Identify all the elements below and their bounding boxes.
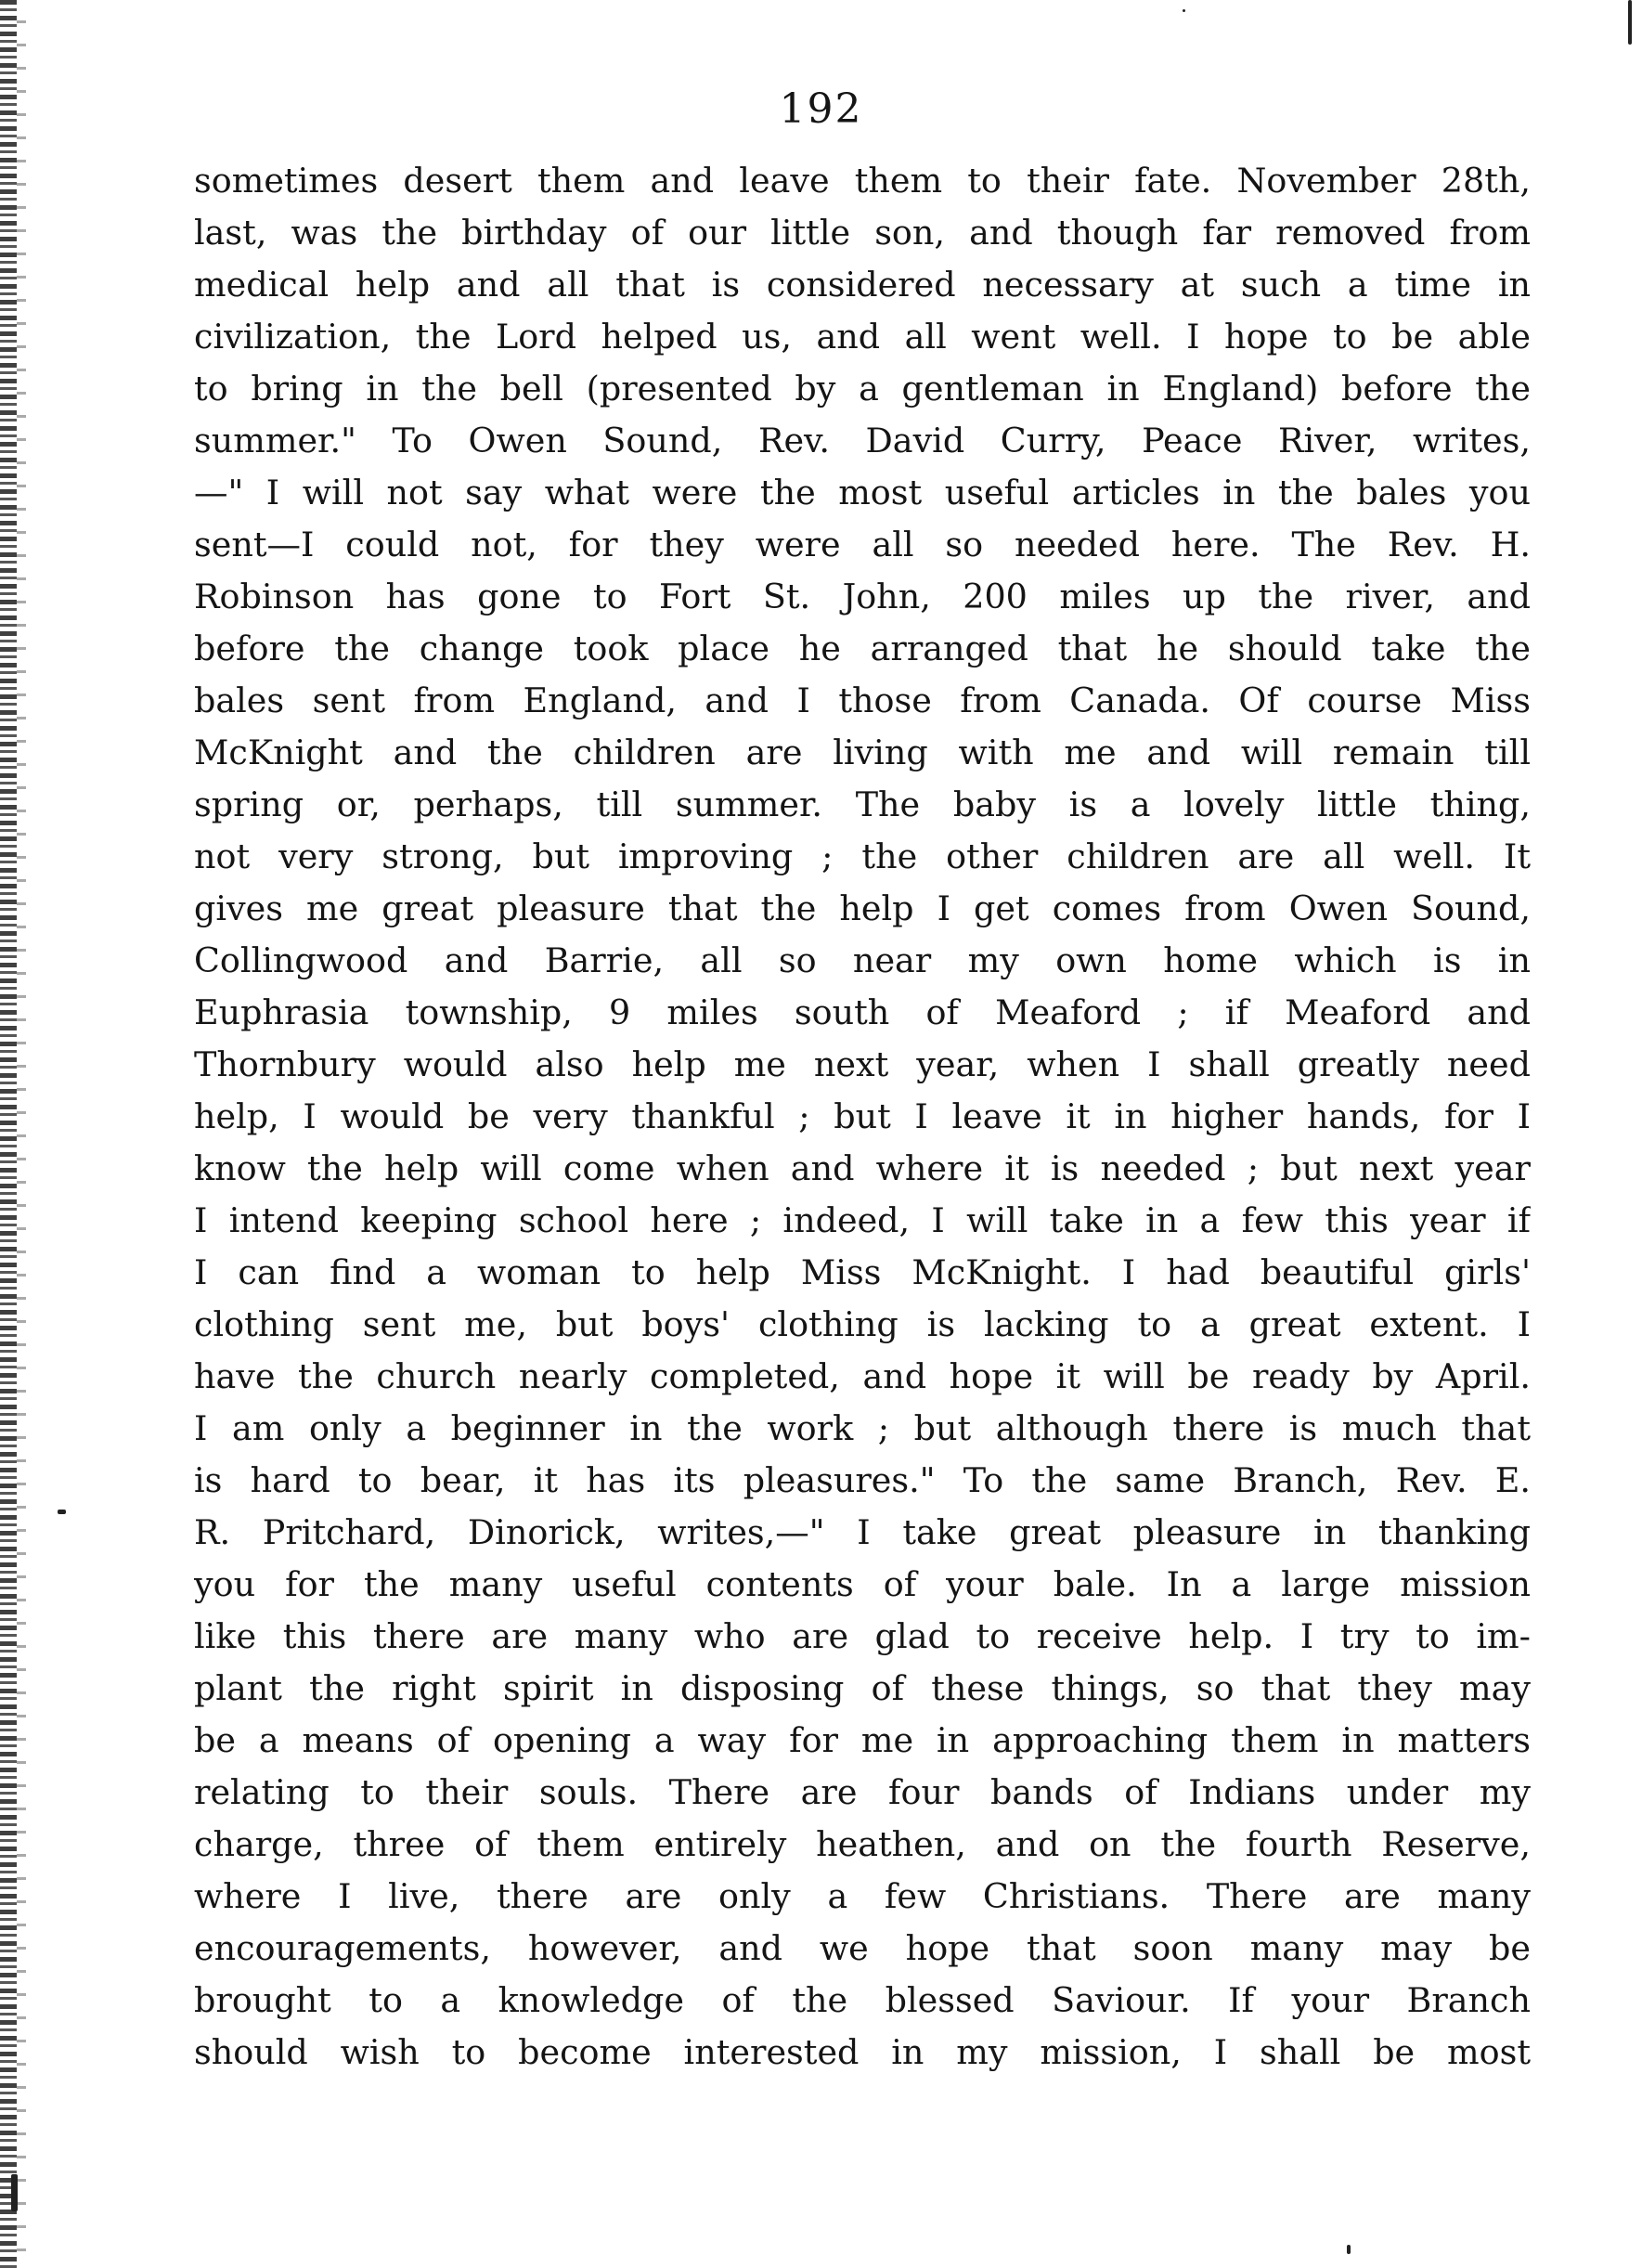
- text-line: last, was the birthday of our little son, and though far removed from: [194, 213, 1531, 253]
- scan-speck: [1347, 2245, 1351, 2254]
- text-line: encouragements, however, and we hope that soon many may be: [194, 1928, 1531, 1968]
- text-line: where I live, there are only a few Christians. There are many: [194, 1876, 1531, 1916]
- text-line: be a means of opening a way for me in approaching them in matters: [194, 1720, 1531, 1760]
- text-line: I am only a beginner in the work ; but although there is much that: [194, 1408, 1531, 1448]
- text-line: sometimes desert them and leave them to their fate. November 28th,: [194, 161, 1531, 201]
- text-line: before the change took place he arranged that he should take the: [194, 629, 1531, 668]
- text-line: charge, three of them entirely heathen, and on the fourth Reserve,: [194, 1824, 1531, 1864]
- text-line: like this there are many who are glad to receive help. I try to im-: [194, 1616, 1531, 1656]
- text-line: —" I will not say what were the most useful articles in the bales you: [194, 473, 1531, 512]
- text-line: medical help and all that is considered necessary at such a time in: [194, 265, 1531, 305]
- page-number: 192: [779, 85, 863, 133]
- text-line: relating to their souls. There are four bands of Indians under my: [194, 1772, 1531, 1812]
- binding-shadow: [17, 0, 26, 2268]
- text-line: I can find a woman to help Miss McKnight. I had beautiful girls': [194, 1252, 1531, 1292]
- text-line: help, I would be very thankful ; but I leave it in higher hands, for I: [194, 1096, 1531, 1136]
- text-line: is hard to bear, it has its pleasures." To the same Branch, Rev. E.: [194, 1460, 1531, 1500]
- scan-speck: [1183, 9, 1185, 12]
- text-line: have the church nearly completed, and hope it will be ready by April.: [194, 1356, 1531, 1396]
- text-line: bales sent from England, and I those from Canada. Of course Miss: [194, 680, 1531, 720]
- text-line: not very strong, but improving ; the other children are all well. It: [194, 836, 1531, 876]
- binding-edge: [0, 0, 17, 2268]
- text-line: Collingwood and Barrie, all so near my own home which is in: [194, 940, 1531, 980]
- text-line: Thornbury would also help me next year, when I shall greatly need: [194, 1044, 1531, 1084]
- text-line: Euphrasia township, 9 miles south of Meaford ; if Meaford and: [194, 992, 1531, 1032]
- scan-speck: [11, 2174, 18, 2211]
- text-line: clothing sent me, but boys' clothing is lacking to a great extent. I: [194, 1304, 1531, 1344]
- text-line: you for the many useful contents of your bale. In a large mission: [194, 1564, 1531, 1604]
- scan-speck: [1628, 0, 1632, 45]
- text-line: R. Pritchard, Dinorick, writes,—" I take great pleasure in thanking: [194, 1512, 1531, 1552]
- text-line: summer." To Owen Sound, Rev. David Curry, Peace River, writes,: [194, 421, 1531, 460]
- text-line: plant the right spirit in disposing of these things, so that they may: [194, 1668, 1531, 1708]
- text-line: spring or, perhaps, till summer. The baby is a lovely little thing,: [194, 784, 1531, 824]
- scan-speck: [58, 1510, 66, 1514]
- body-text: [194, 155, 1531, 2079]
- text-line: gives me great pleasure that the help I get comes from Owen Sound,: [194, 888, 1531, 928]
- text-line: sent—I could not, for they were all so needed here. The Rev. H.: [194, 525, 1531, 564]
- text-line: know the help will come when and where it is needed ; but next year: [194, 1148, 1531, 1188]
- text-line: McKnight and the children are living with me and will remain till: [194, 732, 1531, 772]
- text-line: I intend keeping school here ; indeed, I will take in a few this year if: [194, 1200, 1531, 1240]
- text-line: to bring in the bell (presented by a gentleman in England) before the: [194, 369, 1531, 408]
- text-line: should wish to become interested in my mission, I shall be most: [194, 2032, 1531, 2072]
- text-line: brought to a knowledge of the blessed Saviour. If your Branch: [194, 1980, 1531, 2020]
- text-line: civilization, the Lord helped us, and all went well. I hope to be able: [194, 317, 1531, 356]
- text-line: Robinson has gone to Fort St. John, 200 miles up the river, and: [194, 577, 1531, 616]
